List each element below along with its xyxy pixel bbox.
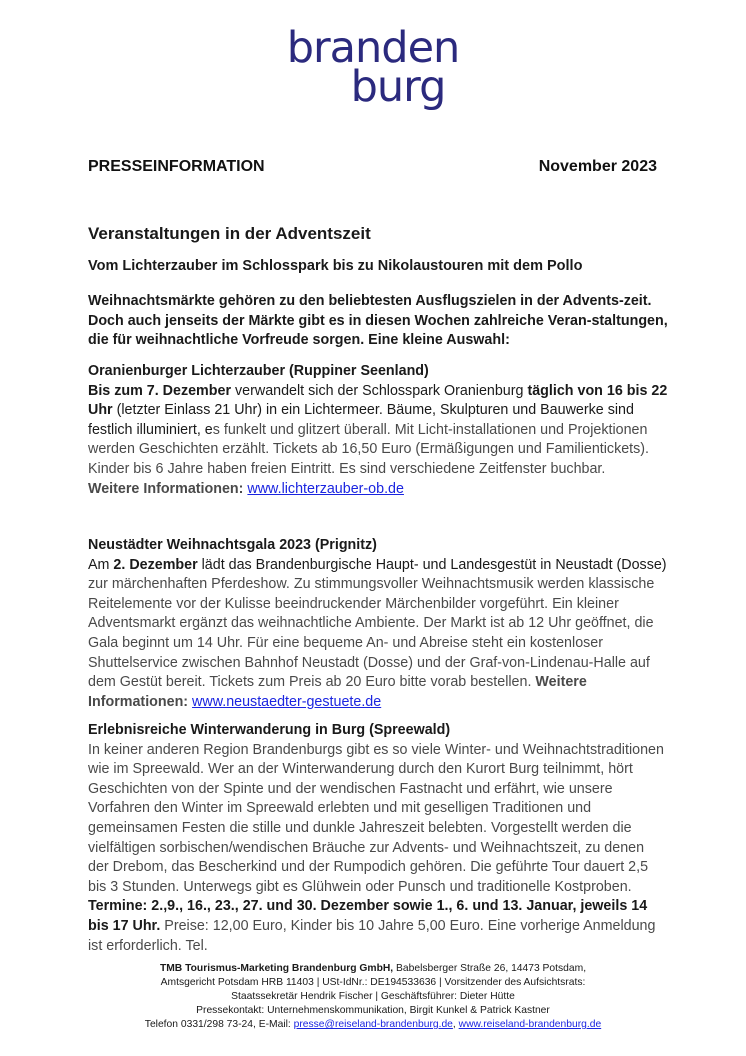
more-info-label: Weitere Informationen: <box>88 674 587 710</box>
logo-line-1: branden <box>286 23 460 73</box>
text-run: 2. Dezember <box>113 556 198 573</box>
link-lichterzauber[interactable]: www.lichterzauber-ob.de <box>247 480 404 497</box>
document-header <box>88 158 657 176</box>
footer-website-link[interactable]: www.reiseland-brandenburg.de <box>458 1019 602 1030</box>
footer-management: Staatssekretär Hendrik Fischer | Geschäftsführer: Dieter Hütte <box>231 991 515 1002</box>
footer-separator: , <box>452 1019 459 1030</box>
press-date: November 2023 <box>538 158 657 175</box>
text-run: Preise: 12,00 Euro, Kinder bis 10 Jahre 5,00 Euro. Eine vorherige Anmeldung ist erforderlich. Tel. <box>88 917 656 954</box>
section-text <box>88 383 667 477</box>
press-label: PRESSEINFORMATION <box>88 158 265 175</box>
section-body <box>88 741 668 957</box>
text-run: täglich von 16 bis 22 Uhr <box>88 382 668 419</box>
logo-line-2: burg <box>350 62 446 112</box>
section-heading: Neustädter Weihnachtsgala 2023 (Prignitz) <box>88 537 377 553</box>
section-winterwanderung <box>88 721 668 956</box>
more-info-label: Weitere Informationen: <box>88 480 248 497</box>
footer-address: Babelsberger Straße 26, 14473 Potsdam, <box>393 963 587 974</box>
section-lichterzauber <box>88 362 668 499</box>
section-heading: Erlebnisreiche Winterwanderung in Burg (Spreewald) <box>88 722 451 738</box>
text-run: Termine: 2.,9., 16., 23., 27. und 30. Dezember sowie 1., 6. und 13. Januar, jeweils 14 bis 17 Uhr. <box>88 898 648 934</box>
text-run: s funkelt und glitzert überall. Mit Licht-installationen und Projektionen werden Geschichten erzählt. Tickets ab 16,50 Euro (Ermäßigungen und Familientickets). Kinder bis 6 Jahre haben freien Eintritt. Es sind verschiedene Zeitfenster buchbar. <box>88 421 650 477</box>
section-text <box>88 557 667 691</box>
footer-press-contact: Pressekontakt: Unternehmenskommunikation, Birgit Kunkel & Patrick Kastner <box>196 1005 550 1016</box>
text-run: lädt das Brandenburgische Haupt- und Landesgestüt in Neustadt (Dosse) <box>197 556 667 573</box>
intro-paragraph: Weihnachtsmärkte gehören zu den beliebtesten Ausflugszielen in der Advents-zeit. Doch auch jenseits der Märkte gibt es in diesen Wochen zahlreiche Veran-staltungen, die für weihnachtliche Vorfreude sorgen. Eine kleine Auswahl: <box>88 293 668 349</box>
text-run: Bis zum 7. Dezember <box>88 382 232 399</box>
footer-phone: Telefon 0331/298 73-24, E-Mail: <box>144 1019 294 1030</box>
section-text <box>88 742 664 954</box>
footer-company: TMB Tourismus-Marketing Brandenburg GmbH, <box>159 963 394 974</box>
brandenburg-logo <box>0 23 746 112</box>
text-run: In keiner anderen Region Brandenburgs gibt es so viele Winter- und Weihnachtstraditionen wie im Spreewald. Wer an der Winterwanderung durch den Kurort Burg teilnimmt, hört Geschichten von der Spinte und der wendischen Fastnacht und erfährt, wie unsere Vorfahren den Winter im Spreewald erlebten und mit geselligen Traditionen und gemeinsamen Festen die stille und dunkle Jahreszeit belebten. Vorgestellt werden die vielfältigen sorbischen/wendischen Bräuche zur Advents- und Weihnachtszeit, zu denen der Drebom, das Bescherkind und der Rumpodich gehören. Die geführte Tour dauert 2,5 bis 3 Stunden. Unterwegs gibt es Glühwein oder Punsch und traditionelle Kostproben. <box>88 741 664 895</box>
section-body <box>88 556 668 713</box>
text-run: Am <box>88 556 114 573</box>
footer-registry: Amtsgericht Potsdam HRB 11403 | USt-IdNr.: DE194533636 | Vorsitzender des Aufsichtsrats: <box>160 977 586 988</box>
section-heading: Oranienburger Lichterzauber (Ruppiner Seenland) <box>88 363 429 379</box>
document-subtitle: Vom Lichterzauber im Schlosspark bis zu Nikolaustouren mit dem Pollo <box>88 258 583 274</box>
section-body <box>88 382 668 500</box>
footer-email-link[interactable]: presse@reiseland-brandenburg.de <box>293 1019 453 1030</box>
page-footer <box>80 962 666 1032</box>
link-neustaedter-gestuete[interactable]: www.neustaedter-gestuete.de <box>192 693 382 710</box>
text-run: (letzter Einlass 21 Uhr) in ein Lichtermeer. Bäume, Skulpturen und Bauwerke sind festlich illuminiert, e <box>88 402 634 438</box>
text-run: zur märchenhaften Pferdeshow. Zu stimmungsvoller Weihnachtsmusik werden klassische Reitelemente vor der Kulisse beeindruckender Märchenbilder vorgeführt. Ein kleiner Adventsmarkt ergänzt das weihnachtliche Ambiente. Der Markt ist ab 12 Uhr geöffnet, die Gala beginnt um 14 Uhr. Für eine bequeme An- und Abreise steht ein kostenloser Shuttelservice zwischen Bahnhof Neustadt (Dosse) und der Graf-von-Lindenau-Halle auf dem Gestüt bereit. Tickets zum Preis ab 20 Euro bitte vorab bestellen. <box>88 576 655 691</box>
document-title: Veranstaltungen in der Adventszeit <box>88 224 371 243</box>
section-weihnachtsgala <box>88 536 668 712</box>
text-run: verwandelt sich der Schlosspark Oranienburg <box>231 382 528 399</box>
